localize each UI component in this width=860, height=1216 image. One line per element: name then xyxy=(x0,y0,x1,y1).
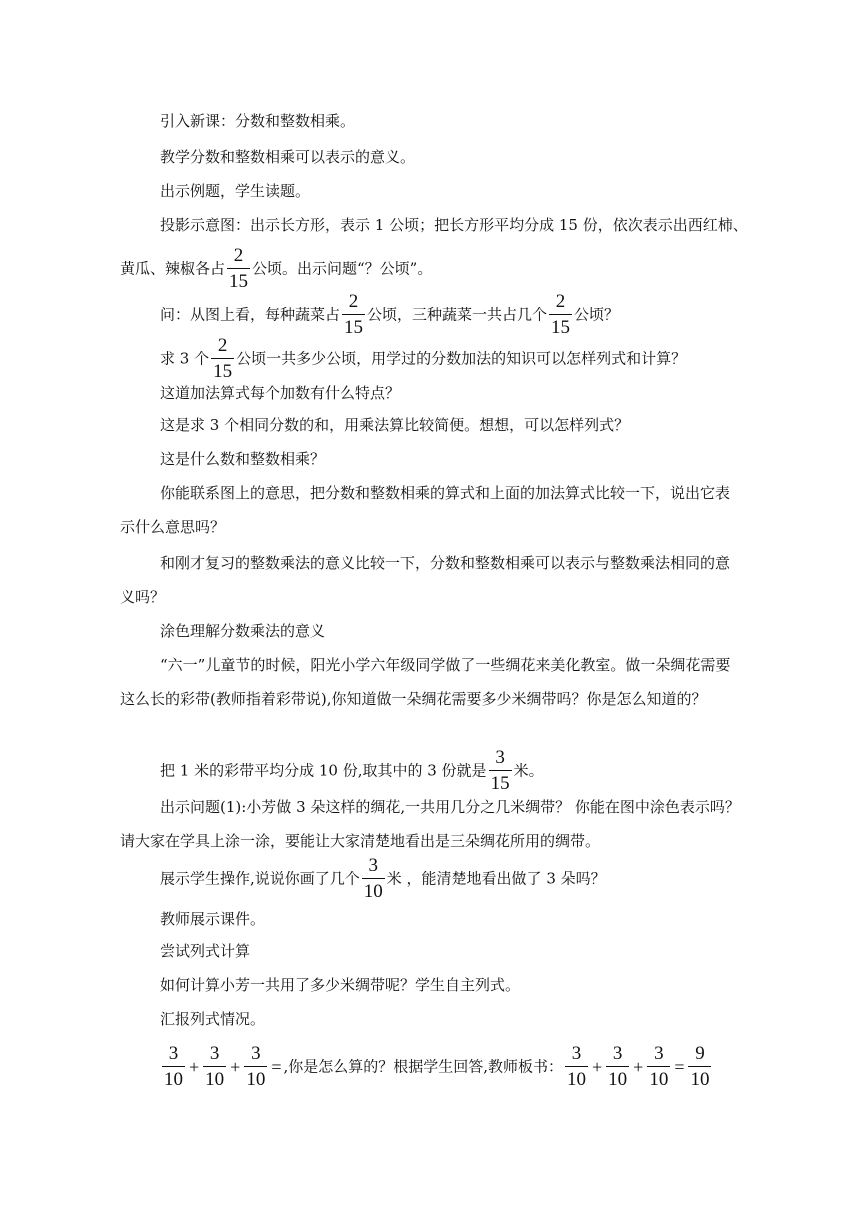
paragraph-problem-1 xyxy=(120,790,740,858)
denominator: 15 xyxy=(227,268,250,291)
numerator: 2 xyxy=(348,291,359,312)
numerator: 3 xyxy=(368,855,379,876)
text: 涂色理解分数乘法的意义 xyxy=(160,622,326,640)
text: 公顷？ xyxy=(574,305,620,324)
fraction xyxy=(162,1044,185,1089)
text: 你能联系图上的意思，把分数和整数相乘的算式和上面的加法算式比较一下，说出它表示什么意思吗？ xyxy=(120,484,731,536)
equals-sign: = xyxy=(271,1056,282,1077)
fraction xyxy=(606,1044,629,1089)
denominator: 10 xyxy=(362,878,385,901)
denominator: 10 xyxy=(244,1066,267,1089)
text: 黄瓜、辣椒各占 xyxy=(120,259,226,278)
denominator: 10 xyxy=(606,1066,629,1089)
numerator: 3 xyxy=(654,1043,664,1064)
paragraph-meaning xyxy=(120,140,740,174)
paragraph-equation xyxy=(120,1044,740,1089)
paragraph-sum xyxy=(120,336,740,381)
denominator: 15 xyxy=(489,770,512,793)
text: 公顷一共多少公顷，用学过的分数加法的知识可以怎样列式和计算？ xyxy=(236,349,687,368)
text: 汇报列式情况。 xyxy=(160,1010,266,1028)
text: 教师展示课件。 xyxy=(160,910,266,928)
fraction xyxy=(342,292,365,337)
fraction xyxy=(244,1044,267,1089)
paragraph-courseware xyxy=(120,902,740,936)
text: 如何计算小芳一共用了多少米绸带呢？学生自主列式。 xyxy=(160,976,521,994)
paragraph-coloring xyxy=(120,614,740,648)
equals-sign: = xyxy=(674,1056,685,1077)
numerator: 3 xyxy=(209,1043,220,1064)
text: 公顷，三种蔬菜一共占几个 xyxy=(367,305,548,324)
denominator: 15 xyxy=(211,358,234,381)
text: 尝试列式计算 xyxy=(160,942,251,960)
plus-sign: + xyxy=(189,1056,200,1077)
paragraph-question xyxy=(120,292,740,337)
paragraph-projection xyxy=(120,208,748,242)
text: 求 3 个 xyxy=(160,349,210,368)
text: 这是什么数和整数相乘？ xyxy=(160,450,326,468)
paragraph-how xyxy=(120,968,740,1002)
paragraph-compare-integer xyxy=(120,546,740,614)
text: 这是求 3 个相同分数的和，用乘法算比较简便。想想，可以怎样列式？ xyxy=(160,416,630,434)
paragraph-report xyxy=(120,1002,740,1036)
plus-sign: + xyxy=(592,1056,603,1077)
fraction xyxy=(489,748,512,793)
text: 出示例题，学生读题。 xyxy=(160,182,311,200)
paragraph-show xyxy=(120,856,740,901)
fraction xyxy=(647,1044,670,1089)
fraction xyxy=(362,856,385,901)
plus-sign: + xyxy=(633,1056,644,1077)
text: 米。 xyxy=(513,761,544,780)
paragraph-intro xyxy=(120,104,740,138)
plus-sign: + xyxy=(230,1056,241,1077)
fraction xyxy=(211,336,234,381)
text: 引入新课：分数和整数相乘。 xyxy=(160,112,356,130)
text: 米 ，能清楚地看出做了 3 朵吗？ xyxy=(386,869,606,888)
text: “六一”儿童节的时候，阳光小学六年级同学做了一些绸花来美化教室。做一朵绸花需要这么长的彩带(教师指着彩带说),你知道做一朵绸花需要多少米绸带吗？你是怎么知道的？ xyxy=(120,656,731,708)
fraction xyxy=(203,1044,226,1089)
text: ,你是怎么算的？根据学生回答,教师板书： xyxy=(283,1057,564,1076)
paragraph-multiply xyxy=(120,408,740,442)
paragraph-projection-cont xyxy=(120,246,740,291)
fraction xyxy=(688,1044,711,1089)
paragraph-feature xyxy=(120,376,740,410)
text: 展示学生操作,说说你画了几个 xyxy=(160,869,360,888)
numerator: 3 xyxy=(495,747,505,768)
paragraph-ribbon xyxy=(120,648,740,716)
numerator: 3 xyxy=(251,1043,261,1064)
fraction xyxy=(565,1044,588,1089)
denominator: 10 xyxy=(565,1066,588,1089)
numerator: 3 xyxy=(612,1043,623,1064)
paragraph-divide xyxy=(120,748,740,793)
text: 投影示意图：出示长方形，表示 1 公顷；把长方形平均分成 15 份，依次表示出西红柿、 xyxy=(160,216,748,234)
denominator: 15 xyxy=(342,314,365,337)
fraction xyxy=(227,246,250,291)
paragraph-what xyxy=(120,442,740,476)
text: 这道加法算式每个加数有什么特点？ xyxy=(160,384,401,402)
numerator: 3 xyxy=(168,1043,179,1064)
fraction xyxy=(549,292,572,337)
denominator: 10 xyxy=(203,1066,226,1089)
text: 把 1 米的彩带平均分成 10 份,取其中的 3 份就是 xyxy=(160,761,487,780)
text: 出示问题(1):小芳做 3 朵这样的绸花,一共用几分之几米绸带？ 你能在图中涂色表示吗？请大家在学具上涂一涂，要能让大家清楚地看出是三朵绸花所用的绸带。 xyxy=(120,798,740,850)
numerator: 2 xyxy=(233,245,244,266)
denominator: 15 xyxy=(549,314,572,337)
numerator: 3 xyxy=(571,1043,582,1064)
text: 教学分数和整数相乘可以表示的意义。 xyxy=(160,148,416,166)
text: 公顷。出示问题“？公顷”。 xyxy=(252,259,433,278)
text: 问：从图上看，每种蔬菜占 xyxy=(160,305,341,324)
text: 和刚才复习的整数乘法的意义比较一下，分数和整数相乘可以表示与整数乘法相同的意义吗？ xyxy=(120,554,731,606)
numerator: 2 xyxy=(217,335,228,356)
paragraph-example xyxy=(120,174,740,208)
denominator: 10 xyxy=(647,1066,670,1089)
paragraph-compare xyxy=(120,476,740,544)
paragraph-try xyxy=(120,934,740,968)
denominator: 10 xyxy=(162,1066,185,1089)
numerator: 9 xyxy=(695,1043,705,1064)
denominator: 10 xyxy=(688,1066,711,1089)
numerator: 2 xyxy=(555,291,566,312)
